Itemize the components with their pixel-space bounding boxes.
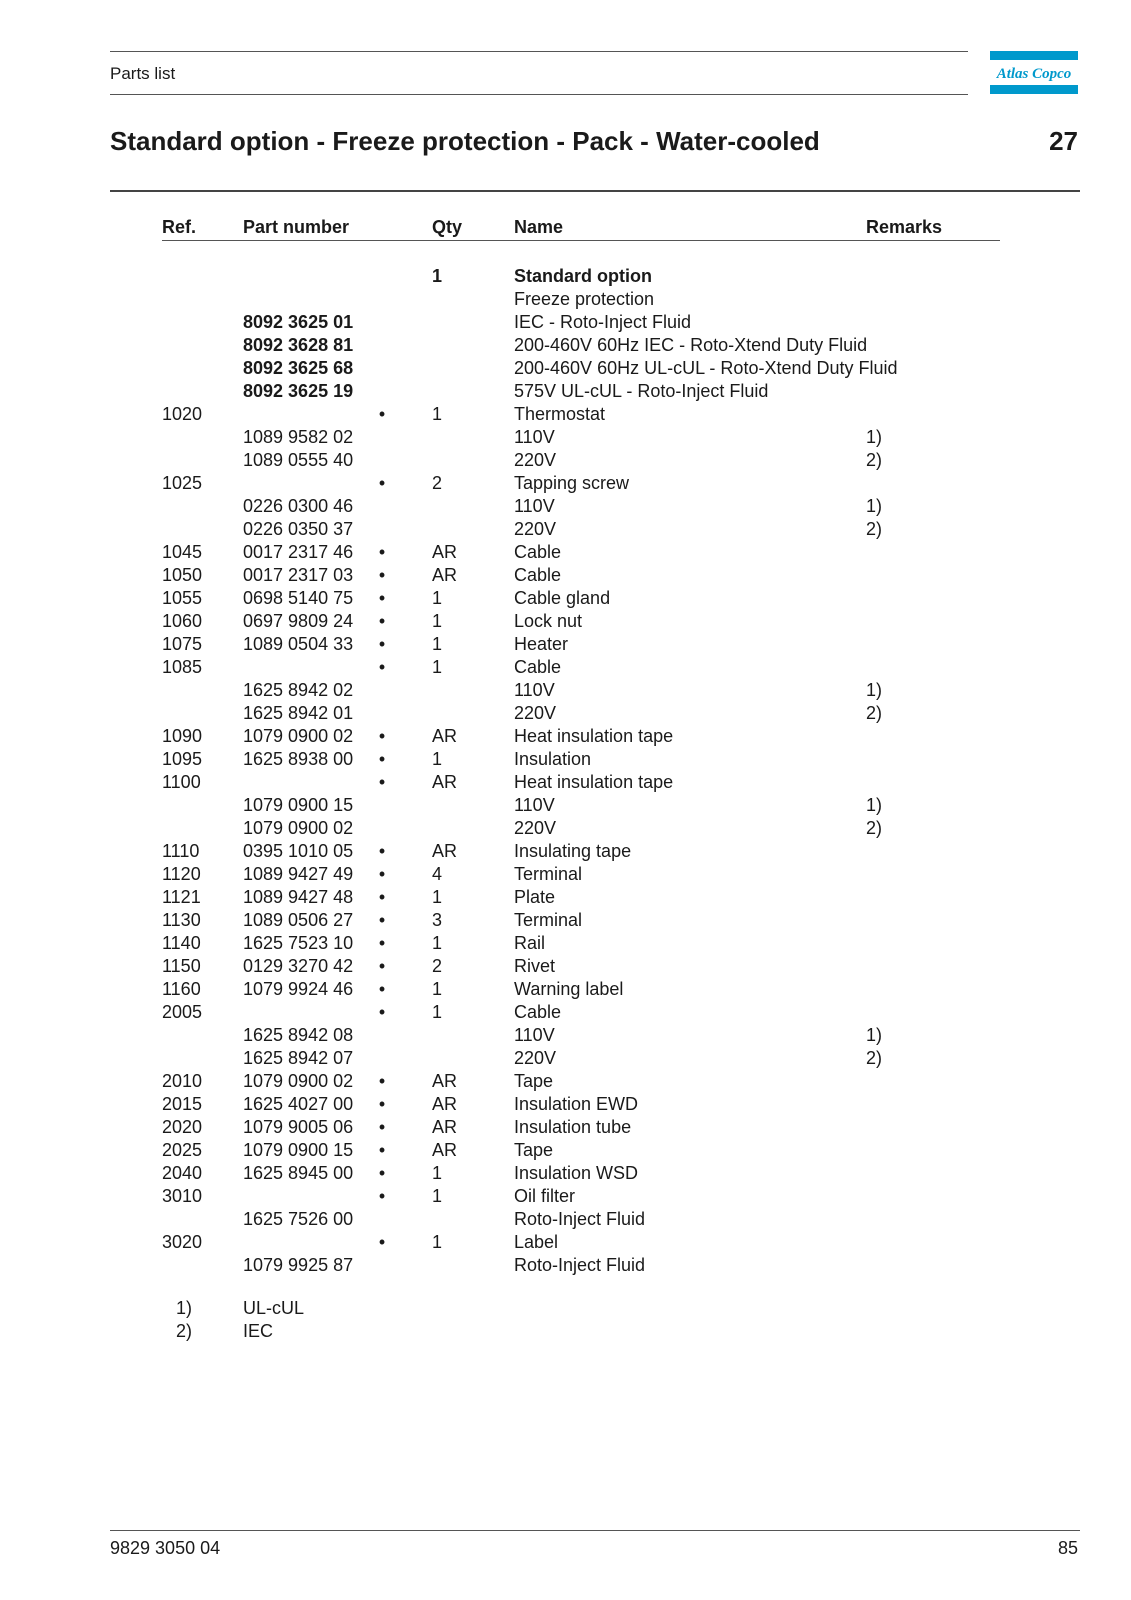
logo-top-bar	[990, 51, 1078, 60]
ref-cell: 1020	[162, 404, 203, 424]
bullet-cell: •	[378, 634, 386, 654]
name-cell: Cable	[514, 657, 562, 677]
table-row	[0, 702, 1131, 725]
footnote-mark: 2)	[175, 1321, 192, 1341]
name-cell: Oil filter	[514, 1186, 576, 1206]
bullet-cell: •	[378, 1186, 386, 1206]
footnote	[0, 1320, 1131, 1343]
part-number-cell: 1625 7523 10	[243, 933, 354, 953]
name-cell: Cable	[514, 565, 562, 585]
name-cell: 200-460V 60Hz UL-cUL - Roto-Xtend Duty Fluid	[514, 358, 898, 378]
name-cell: 110V	[514, 795, 555, 815]
part-number-cell: 0017 2317 46	[243, 542, 354, 562]
table-row	[0, 955, 1131, 978]
part-number-cell: 1625 8938 00	[243, 749, 354, 769]
table-row	[0, 1024, 1131, 1047]
part-number-cell: 1079 0900 15	[243, 1140, 354, 1160]
table-row	[0, 1162, 1131, 1185]
bullet-cell: •	[378, 1163, 386, 1183]
remarks-cell: 2)	[866, 1048, 883, 1068]
remarks-cell: 1)	[866, 427, 883, 447]
ref-cell: 1160	[162, 979, 201, 999]
qty-cell: 1	[432, 404, 443, 424]
name-cell: IEC - Roto-Inject Fluid	[514, 312, 692, 332]
part-number-cell: 0697 9809 24	[243, 611, 354, 631]
part-number-cell: 1089 0504 33	[243, 634, 354, 654]
qty-cell: 4	[432, 864, 443, 884]
table-row	[0, 1093, 1131, 1116]
ref-cell: 2025	[162, 1140, 203, 1160]
name-cell: Insulation EWD	[514, 1094, 639, 1114]
name-cell: Rail	[514, 933, 546, 953]
name-cell: Label	[514, 1232, 559, 1252]
qty-cell: AR	[432, 772, 458, 792]
name-cell: Tape	[514, 1140, 554, 1160]
qty-cell: 1	[432, 1163, 443, 1183]
part-number-cell: 0017 2317 03	[243, 565, 354, 585]
ref-cell: 1050	[162, 565, 203, 585]
remarks-cell: 2)	[866, 450, 883, 470]
table-row	[0, 1116, 1131, 1139]
qty-cell: AR	[432, 565, 458, 585]
ref-cell: 1045	[162, 542, 203, 562]
table-row	[0, 817, 1131, 840]
name-cell: 220V	[514, 818, 557, 838]
name-cell: Tape	[514, 1071, 554, 1091]
qty-cell: 1	[432, 887, 443, 907]
bullet-cell: •	[378, 473, 386, 493]
bullet-cell: •	[378, 841, 386, 861]
qty-cell: 1	[432, 933, 443, 953]
part-number-cell: 1625 8945 00	[243, 1163, 354, 1183]
ref-cell: 1120	[162, 864, 201, 884]
footnote-text: IEC	[243, 1321, 274, 1341]
ref-cell: 1025	[162, 473, 203, 493]
name-cell: Heat insulation tape	[514, 772, 674, 792]
table-row	[0, 426, 1131, 449]
ref-cell: 1090	[162, 726, 203, 746]
qty-cell: 1	[432, 1232, 443, 1252]
name-cell: Warning label	[514, 979, 624, 999]
table-row	[0, 380, 1131, 403]
table-row	[0, 541, 1131, 564]
name-cell: 110V	[514, 1025, 555, 1045]
part-number-cell: 8092 3625 68	[243, 358, 354, 378]
remarks-cell: 2)	[866, 818, 883, 838]
bullet-cell: •	[378, 749, 386, 769]
ref-cell: 1121	[162, 887, 201, 907]
name-cell: Heater	[514, 634, 569, 654]
table-row	[0, 794, 1131, 817]
name-cell: Heat insulation tape	[514, 726, 674, 746]
bullet-cell: •	[378, 956, 386, 976]
table-row	[0, 1185, 1131, 1208]
table-row	[0, 771, 1131, 794]
qty-cell: 1	[432, 588, 443, 608]
part-number-cell: 8092 3625 01	[243, 312, 354, 332]
table-row	[0, 403, 1131, 426]
bullet-cell: •	[378, 1117, 386, 1137]
column-header-rule	[162, 240, 1000, 241]
table-row	[0, 288, 1131, 311]
name-cell: Tapping screw	[514, 473, 630, 493]
name-cell: Terminal	[514, 910, 583, 930]
name-cell: Thermostat	[514, 404, 606, 424]
name-cell: Insulation	[514, 749, 592, 769]
name-cell: 110V	[514, 496, 555, 516]
table-row	[0, 978, 1131, 1001]
part-number-cell: 1089 9427 48	[243, 887, 354, 907]
part-number-cell: 1625 7526 00	[243, 1209, 354, 1229]
bullet-cell: •	[378, 1071, 386, 1091]
name-cell: 220V	[514, 519, 557, 539]
qty-cell: 1	[432, 749, 443, 769]
table-row	[0, 1047, 1131, 1070]
ref-cell: 2005	[162, 1002, 203, 1022]
col-header-ref: Ref.	[162, 217, 197, 237]
table-row	[0, 1001, 1131, 1024]
table-row	[0, 472, 1131, 495]
name-cell: Rivet	[514, 956, 556, 976]
table-row	[0, 1139, 1131, 1162]
name-cell: 220V	[514, 703, 557, 723]
bullet-cell: •	[378, 933, 386, 953]
part-number-cell: 1625 8942 02	[243, 680, 354, 700]
ref-cell: 1055	[162, 588, 203, 608]
logo-wordmark: Atlas Copco	[996, 66, 1072, 82]
footnote-mark: 1)	[175, 1298, 192, 1318]
table-row	[0, 633, 1131, 656]
qty-cell: 1	[432, 266, 443, 286]
bullet-cell: •	[378, 726, 386, 746]
table-row	[0, 334, 1131, 357]
bullet-cell: •	[378, 772, 386, 792]
bullet-cell: •	[378, 588, 386, 608]
name-cell: Roto-Inject Fluid	[514, 1209, 646, 1229]
name-cell: Insulation WSD	[514, 1163, 639, 1183]
qty-cell: 2	[432, 956, 443, 976]
name-cell: Lock nut	[514, 611, 583, 631]
table-row	[0, 656, 1131, 679]
remarks-cell: 1)	[866, 1025, 883, 1045]
col-header-qty: Qty	[432, 217, 463, 237]
part-number-cell: 1089 0555 40	[243, 450, 354, 470]
qty-cell: AR	[432, 1071, 458, 1091]
name-cell: Plate	[514, 887, 556, 907]
remarks-cell: 1)	[866, 680, 883, 700]
table-row	[0, 863, 1131, 886]
table-row	[0, 1231, 1131, 1254]
bullet-cell: •	[378, 565, 386, 585]
name-cell: Standard option	[514, 266, 652, 286]
part-number-cell: 0395 1010 05	[243, 841, 354, 861]
name-cell: Cable gland	[514, 588, 611, 608]
qty-cell: AR	[432, 841, 458, 861]
ref-cell: 1140	[162, 933, 201, 953]
part-number-cell: 1079 0900 02	[243, 726, 354, 746]
table-row	[0, 564, 1131, 587]
header-bottom-rule	[110, 94, 968, 95]
col-header-name: Name	[514, 217, 564, 237]
table-row	[0, 886, 1131, 909]
part-number-cell: 8092 3625 19	[243, 381, 354, 401]
part-number-cell: 1079 0900 02	[243, 1071, 354, 1091]
bullet-cell: •	[378, 1140, 386, 1160]
table-row	[0, 1254, 1131, 1277]
table-row	[0, 679, 1131, 702]
footnote-text: UL-cUL	[243, 1298, 305, 1318]
part-number-cell: 1089 0506 27	[243, 910, 354, 930]
ref-cell: 3020	[162, 1232, 203, 1252]
bullet-cell: •	[378, 1002, 386, 1022]
qty-cell: AR	[432, 1140, 458, 1160]
table-row	[0, 311, 1131, 334]
ref-cell: 1095	[162, 749, 203, 769]
qty-cell: 1	[432, 657, 443, 677]
remarks-cell: 1)	[866, 496, 883, 516]
ref-cell: 1100	[162, 772, 201, 792]
table-row	[0, 495, 1131, 518]
bullet-cell: •	[378, 910, 386, 930]
bullet-cell: •	[378, 611, 386, 631]
part-number-cell: 8092 3628 81	[243, 335, 354, 355]
ref-cell: 1085	[162, 657, 203, 677]
name-cell: 575V UL-cUL - Roto-Inject Fluid	[514, 381, 769, 401]
table-row	[0, 932, 1131, 955]
qty-cell: AR	[432, 1117, 458, 1137]
ref-cell: 1075	[162, 634, 203, 654]
bullet-cell: •	[378, 1094, 386, 1114]
name-cell: Freeze protection	[514, 289, 655, 309]
part-number-cell: 1079 9924 46	[243, 979, 354, 999]
header-top-rule	[110, 51, 968, 52]
document-number: 9829 3050 04	[110, 1538, 221, 1558]
page-title: Standard option - Freeze protection - Pack - Water-cooled	[110, 126, 820, 156]
part-number-cell: 1079 0900 15	[243, 795, 354, 815]
table-row	[0, 587, 1131, 610]
table-row	[0, 265, 1131, 288]
chapter-number: 27	[1049, 126, 1078, 156]
name-cell: 220V	[514, 1048, 557, 1068]
name-cell: 220V	[514, 450, 557, 470]
remarks-cell: 2)	[866, 703, 883, 723]
name-cell: Cable	[514, 542, 562, 562]
ref-cell: 2040	[162, 1163, 203, 1183]
part-number-cell: 0129 3270 42	[243, 956, 354, 976]
qty-cell: 1	[432, 979, 443, 999]
footer-rule	[110, 1530, 1080, 1531]
qty-cell: 1	[432, 1186, 443, 1206]
bullet-cell: •	[378, 542, 386, 562]
qty-cell: AR	[432, 1094, 458, 1114]
table-row	[0, 840, 1131, 863]
qty-cell: AR	[432, 542, 458, 562]
qty-cell: 1	[432, 611, 443, 631]
part-number-cell: 1625 8942 08	[243, 1025, 354, 1045]
table-row	[0, 518, 1131, 541]
name-cell: Roto-Inject Fluid	[514, 1255, 646, 1275]
name-cell: Cable	[514, 1002, 562, 1022]
name-cell: Terminal	[514, 864, 583, 884]
bullet-cell: •	[378, 404, 386, 424]
name-cell: 110V	[514, 427, 555, 447]
part-number-cell: 1089 9582 02	[243, 427, 354, 447]
name-cell: 110V	[514, 680, 555, 700]
atlas-copco-logo	[990, 51, 1078, 94]
title-rule	[110, 190, 1080, 192]
section-label: Parts list	[110, 64, 176, 83]
bullet-cell: •	[378, 887, 386, 907]
table-row	[0, 725, 1131, 748]
ref-cell: 2010	[162, 1071, 203, 1091]
footnotes	[0, 1297, 1131, 1343]
ref-cell: 1130	[162, 910, 201, 930]
ref-cell: 1150	[162, 956, 201, 976]
bullet-cell: •	[378, 657, 386, 677]
qty-cell: 1	[432, 1002, 443, 1022]
page-number: 85	[1057, 1538, 1078, 1558]
remarks-cell: 1)	[866, 795, 883, 815]
footnote	[0, 1297, 1131, 1320]
part-number-cell: 0226 0350 37	[243, 519, 354, 539]
table-row	[0, 357, 1131, 380]
part-number-cell: 1079 9005 06	[243, 1117, 354, 1137]
bullet-cell: •	[378, 1232, 386, 1252]
part-number-cell: 1625 8942 01	[243, 703, 354, 723]
bullet-cell: •	[378, 979, 386, 999]
remarks-cell: 2)	[866, 519, 883, 539]
part-number-cell: 1625 8942 07	[243, 1048, 354, 1068]
part-number-cell: 1625 4027 00	[243, 1094, 354, 1114]
ref-cell: 3010	[162, 1186, 203, 1206]
part-number-cell: 1079 0900 02	[243, 818, 354, 838]
col-header-part-number: Part number	[243, 217, 350, 237]
name-cell: Insulation tube	[514, 1117, 632, 1137]
bullet-cell: •	[378, 864, 386, 884]
qty-cell: 2	[432, 473, 443, 493]
table-row	[0, 909, 1131, 932]
name-cell: 200-460V 60Hz IEC - Roto-Xtend Duty Fluid	[514, 335, 868, 355]
part-number-cell: 1079 9925 87	[243, 1255, 354, 1275]
col-header-remarks: Remarks	[866, 217, 943, 237]
ref-cell: 1110	[162, 841, 200, 861]
table-row	[0, 748, 1131, 771]
name-cell: Insulating tape	[514, 841, 632, 861]
table-row	[0, 610, 1131, 633]
qty-cell: AR	[432, 726, 458, 746]
part-number-cell: 1089 9427 49	[243, 864, 354, 884]
qty-cell: 3	[432, 910, 443, 930]
qty-cell: 1	[432, 634, 443, 654]
part-number-cell: 0226 0300 46	[243, 496, 354, 516]
ref-cell: 2020	[162, 1117, 203, 1137]
ref-cell: 2015	[162, 1094, 203, 1114]
ref-cell: 1060	[162, 611, 203, 631]
table-row	[0, 449, 1131, 472]
part-number-cell: 0698 5140 75	[243, 588, 354, 608]
logo-bottom-bar	[990, 85, 1078, 94]
table-row	[0, 1208, 1131, 1231]
parts-table	[0, 265, 1131, 1277]
table-row	[0, 1070, 1131, 1093]
